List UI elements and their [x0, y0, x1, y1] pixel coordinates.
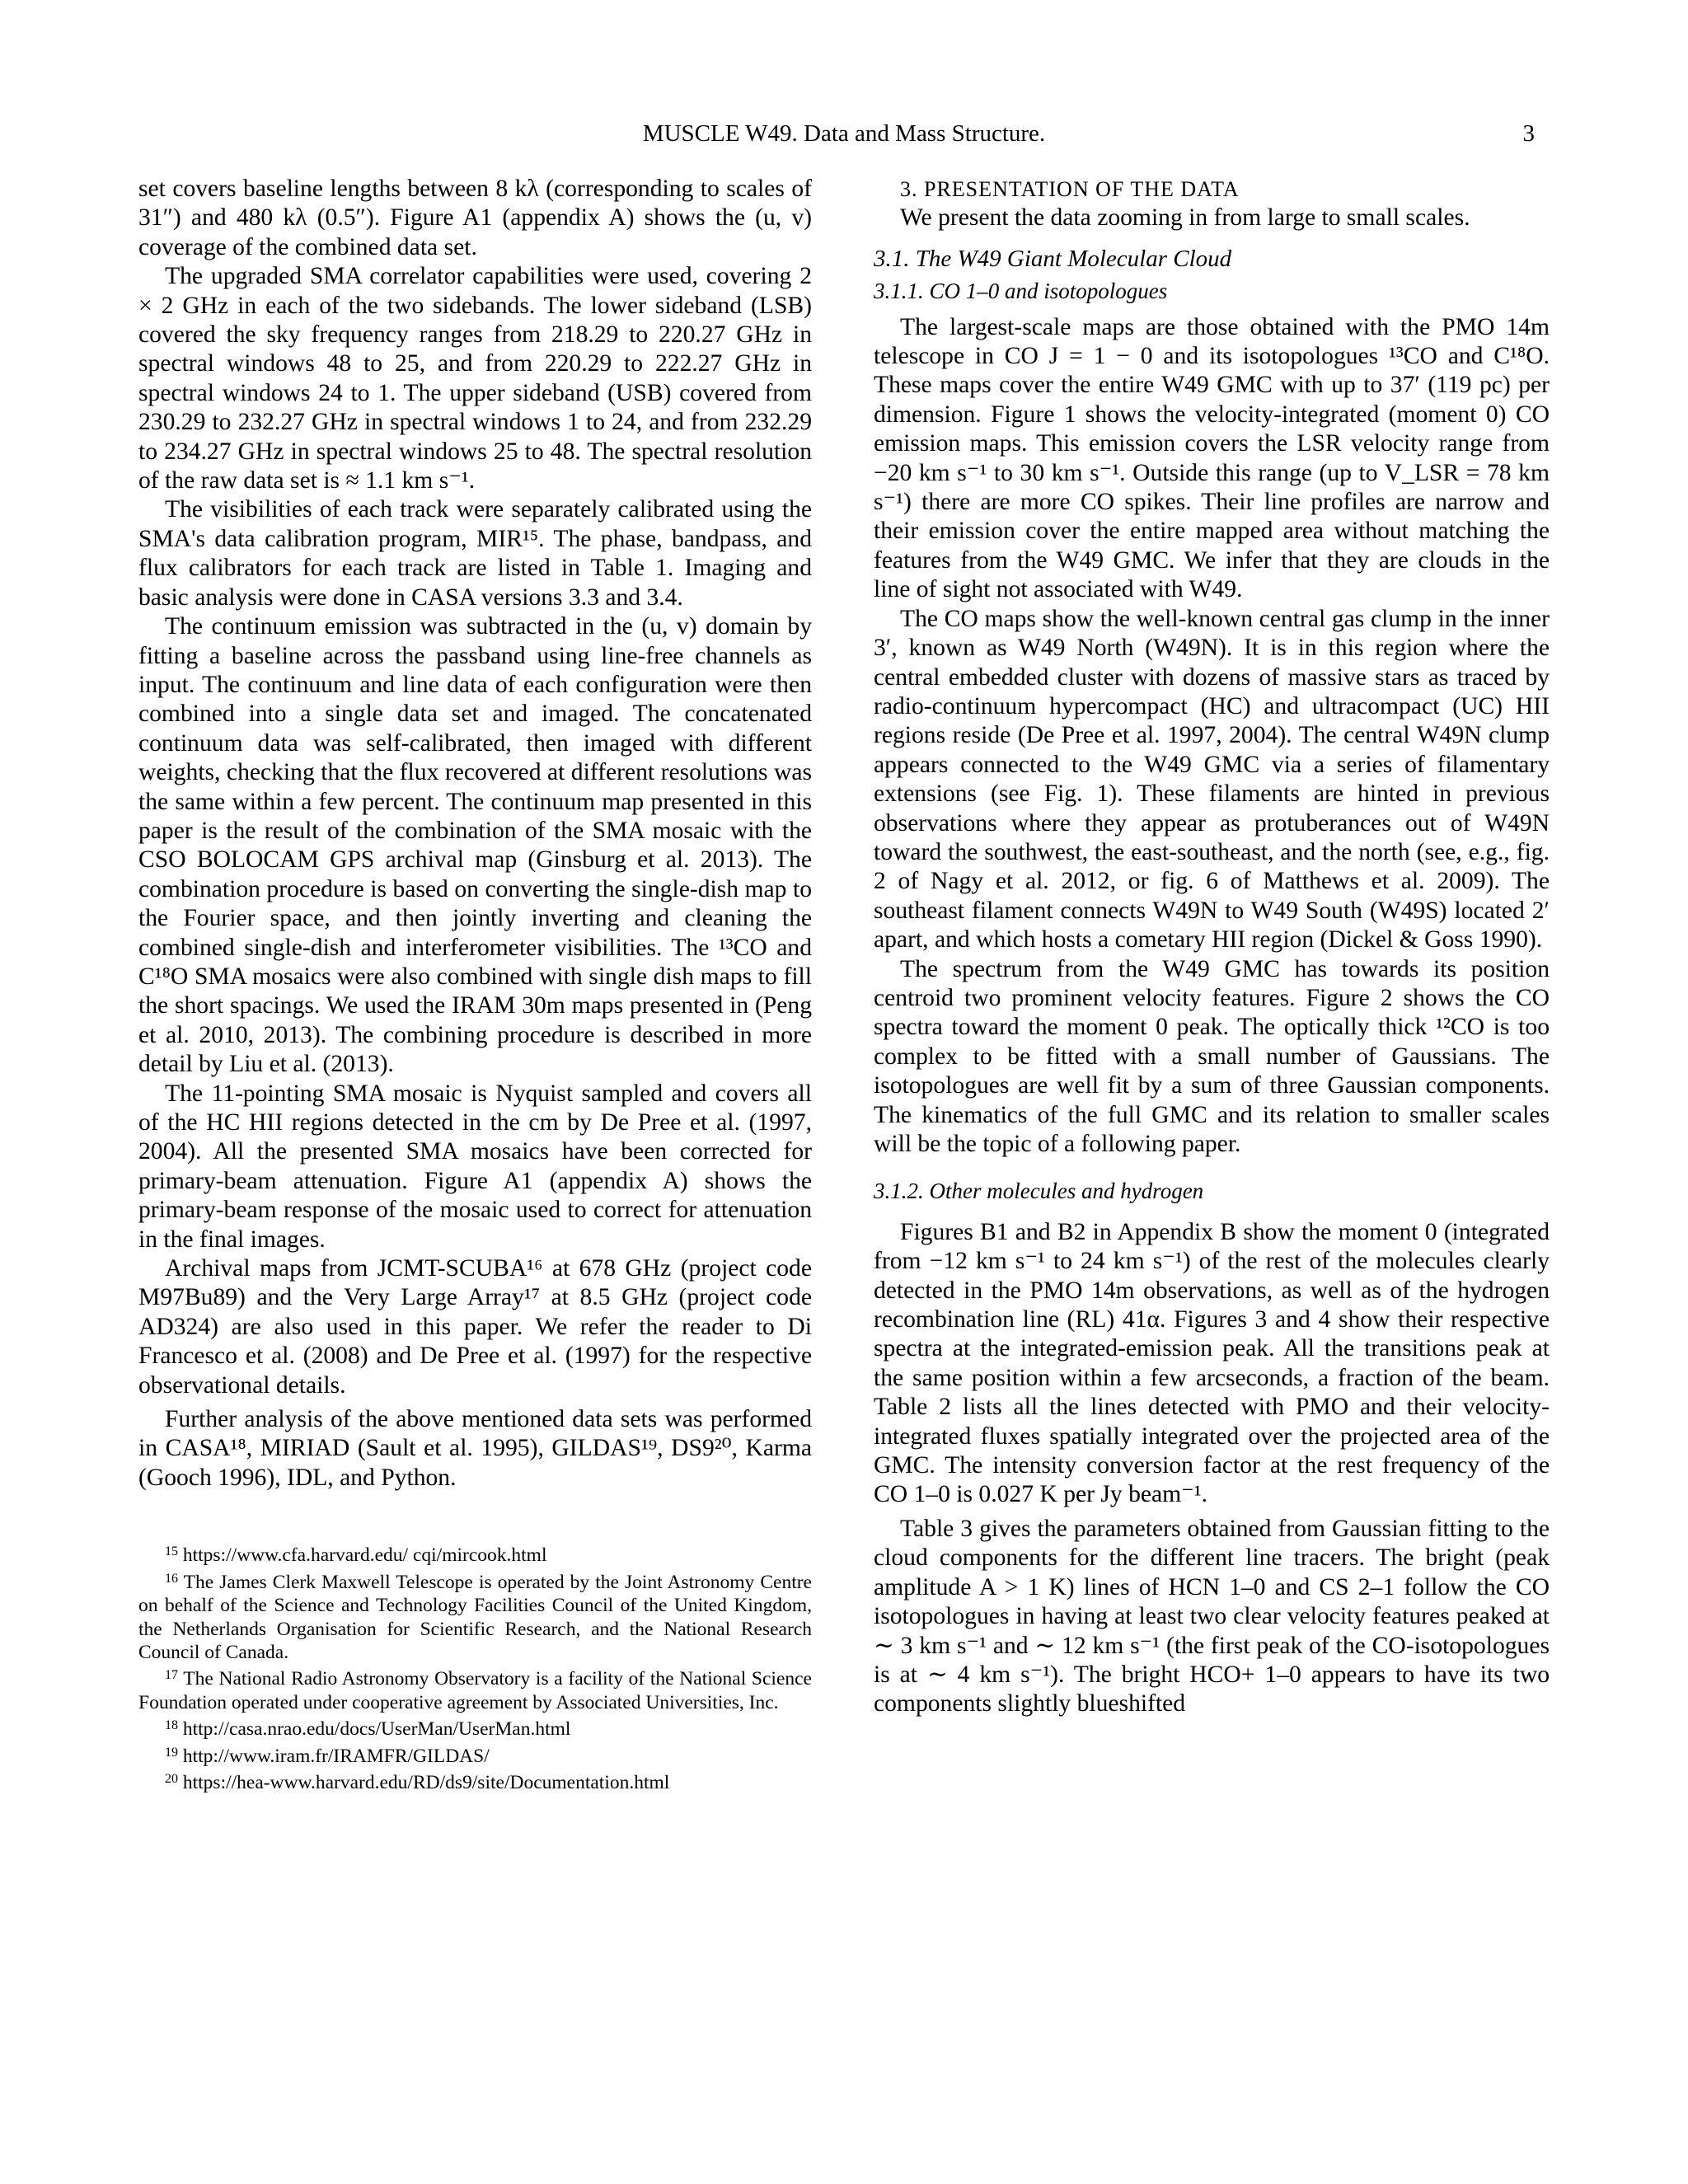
footnote-text: http://casa.nrao.edu/docs/UserMan/UserMan.html [182, 1718, 571, 1741]
footnote-number: 15 [165, 1544, 178, 1559]
footnote [138, 1768, 812, 1794]
footnote-text: The National Radio Astronomy Observatory is a facility of the National Science Foundation operated under cooperative agreement by Associated Universities, Inc. [138, 1668, 812, 1713]
subsection-heading: 3.1. The W49 Giant Molecular Cloud [874, 245, 1232, 272]
body-paragraph: Archival maps from JCMT-SCUBA¹⁶ at 678 GHz (project code M97Bu89) and the Very Large Array¹⁷ at 8.5 GHz (project code AD324) are also used in this paper. We refer the reader to Di Francesco et al. (2008) and De Pree et al. (1997) for the respective observational details. [138, 1255, 812, 1399]
body-paragraph: The largest-scale maps are those obtained with the PMO 14m telescope in CO J = 1 − 0 and its isotopologues ¹³CO and C¹⁸O. These maps cover the entire W49 GMC with up to 37′ (119 pc) per dimension. Figure 1 shows the velocity-integrated (moment 0) CO emission maps. This emission covers the LSR velocity range from −20 km s⁻¹ to 30 km s⁻¹. Outside this range (up to V_LSR = 78 km s⁻¹) there are more CO spikes. Their line profiles are narrow and their emission cover the entire mapped area without matching the features from the W49 GMC. We infer that they are clouds in the line of sight not associated with W49. [874, 313, 1550, 603]
running-header [0, 119, 1688, 152]
body-paragraph: set covers baseline lengths between 8 kλ (corresponding to scales of 31″) and 480 kλ (0.5″). Figure A1 (appendix A) shows the (u, v) coverage of the combined data set. [138, 176, 812, 260]
body-paragraph: The visibilities of each track were separately calibrated using the SMA's data calibration program, MIR¹⁵. The phase, bandpass, and flux calibrators for each track are listed in Table 1. Imaging and basic analysis were done in CASA versions 3.3 and 3.4. [138, 496, 812, 611]
body-paragraph: The spectrum from the W49 GMC has towards its position centroid two prominent velocity features. Figure 2 shows the CO spectra toward the moment 0 peak. The optically thick ¹²CO is too complex to be fitted with a small number of Gaussians. The isotopologues are well fit by a sum of three Gaussian components. The kinematics of the full GMC and its relation to smaller scales will be the topic of a following paper. [874, 955, 1550, 1157]
body-paragraph: The continuum emission was subtracted in the (u, v) domain by fitting a baseline across the passband using line-free channels as input. The continuum and line data of each configuration were then combined into a single data set and imaged. The concatenated continuum data was self-calibrated, then imaged with different weights, checking that the flux recovered at different resolutions was the same within a few percent. The continuum map presented in this paper is the result of the combination of the SMA mosaic with the CSO BOLOCAM GPS archival map (Ginsburg et al. 2013). The combination procedure is based on converting the single-dish map to the Fourier space, and then jointly inverting and cleaning the combined single-dish and interferometer visibilities. The ¹³CO and C¹⁸O SMA mosaics were also combined with single dish maps to fill the short spacings. We used the IRAM 30m maps presented in (Peng et al. 2010, 2013). The combining procedure is described in more detail by Liu et al. (2013). [138, 613, 812, 1078]
footnote [138, 1664, 812, 1714]
footnote [138, 1540, 812, 1567]
footnote-number: 17 [165, 1668, 178, 1683]
footnote-number: 19 [165, 1745, 178, 1760]
body-paragraph: Further analysis of the above mentioned data sets was performed in CASA¹⁸, MIRIAD (Sault et al. 1995), GILDAS¹⁹, DS9²⁰, Karma (Gooch 1996), IDL, and Python. [138, 1406, 812, 1491]
left-column [138, 175, 812, 1794]
page-number: 3 [1522, 120, 1535, 147]
running-title: MUSCLE W49. Data and Mass Structure. [642, 120, 1046, 147]
body-paragraph: Table 3 gives the parameters obtained from Gaussian fitting to the cloud components for the different line tracers. The bright (peak amplitude A > 1 K) lines of HCN 1–0 and CS 2–1 follow the CO isotopologues in having at least two clear velocity features peaked at ∼ 3 km s⁻¹ and ∼ 12 km s⁻¹ (the first peak of the CO-isotopologues is at ∼ 4 km s⁻¹). The bright HCO+ 1–0 appears to have its two components slightly blueshifted [874, 1515, 1550, 1718]
footnote-text: https://www.cfa.harvard.edu/ cqi/mircook.html [182, 1544, 547, 1567]
section-heading: 3. PRESENTATION OF THE DATA [900, 177, 1240, 201]
footnote [138, 1568, 812, 1665]
body-paragraph: The CO maps show the well-known central gas clump in the inner 3′, known as W49 North (W49N). It is in this region where the central embedded cluster with dozens of massive stars as traced by radio-continuum hypercompact (HC) and ultracompact (UC) HII regions reside (De Pree et al. 1997, 2004). The central W49N clump appears connected to the W49 GMC via a series of filamentary extensions (see Fig. 1). These filaments are hinted in previous observations where they appear as protuberances out of W49N toward the southwest, the east-southeast, and the north (see, e.g., fig. 2 of Nagy et al. 2012, or fig. 6 of Matthews et al. 2009). The southeast filament connects W49N to W49 South (W49S) located 2′ apart, and which hosts a cometary HII region (Dickel & Goss 1990). [874, 605, 1550, 954]
footnote [138, 1714, 812, 1741]
body-paragraph: The upgraded SMA correlator capabilities were used, covering 2 × 2 GHz in each of the two sidebands. The lower sideband (LSB) covered the sky frequency ranges from 218.29 to 220.27 GHz in spectral windows 48 to 25, and from 220.29 to 222.27 GHz in spectral windows 24 to 1. The upper sideband (USB) covered from 230.29 to 232.27 GHz in spectral windows 1 to 24, and from 232.29 to 234.27 GHz in spectral windows 25 to 48. The spectral resolution of the raw data set is ≈ 1.1 km s⁻¹. [138, 263, 812, 494]
subsubsection-heading: 3.1.2. Other molecules and hydrogen [874, 1179, 1204, 1204]
footnote-text: https://hea-www.harvard.edu/RD/ds9/site/Documentation.html [182, 1771, 670, 1793]
footnote-number: 16 [165, 1571, 178, 1586]
body-paragraph: Figures B1 and B2 in Appendix B show the moment 0 (integrated from −12 km s⁻¹ to 24 km s⁻¹) of the rest of the molecules clearly detected in the PMO 14m observations, as well as of the hydrogen recombination line (RL) 41α. Figures 3 and 4 show their respective spectra at the integrated-emission peak. All the transitions peak at the same position within a few arcseconds, a fraction of the beam. Table 2 lists all the lines detected with PMO and their velocity-integrated fluxes spatially integrated over the projected area of the GMC. The intensity conversion factor at the rest frequency of the CO 1–0 is 0.027 K per Jy beam⁻¹. [874, 1218, 1550, 1508]
footnote-number: 20 [165, 1771, 178, 1786]
subsubsection-heading: 3.1.1. CO 1–0 and isotopologues [874, 279, 1168, 304]
footnote-number: 18 [165, 1718, 178, 1733]
footnote-text: http://www.iram.fr/IRAMFR/GILDAS/ [182, 1745, 490, 1767]
body-paragraph: We present the data zooming in from large to small scales. [900, 204, 1470, 232]
footnote [138, 1741, 812, 1768]
body-paragraph: The 11-pointing SMA mosaic is Nyquist sampled and covers all of the HC HII regions detected in the cm by De Pree et al. (1997, 2004). All the presented SMA mosaics have been corrected for primary-beam attenuation. Figure A1 (appendix A) shows the primary-beam response of the mosaic used to correct for attenuation in the final images. [138, 1080, 812, 1253]
footnote-text: The James Clerk Maxwell Telescope is operated by the Joint Astronomy Centre on behalf of the Science and Technology Facilities Council of the United Kingdom, the Netherlands Organisation for Scientific Research, and the National Research Council of Canada. [138, 1571, 812, 1663]
right-column [874, 175, 1550, 1719]
footnotes [138, 1540, 812, 1794]
